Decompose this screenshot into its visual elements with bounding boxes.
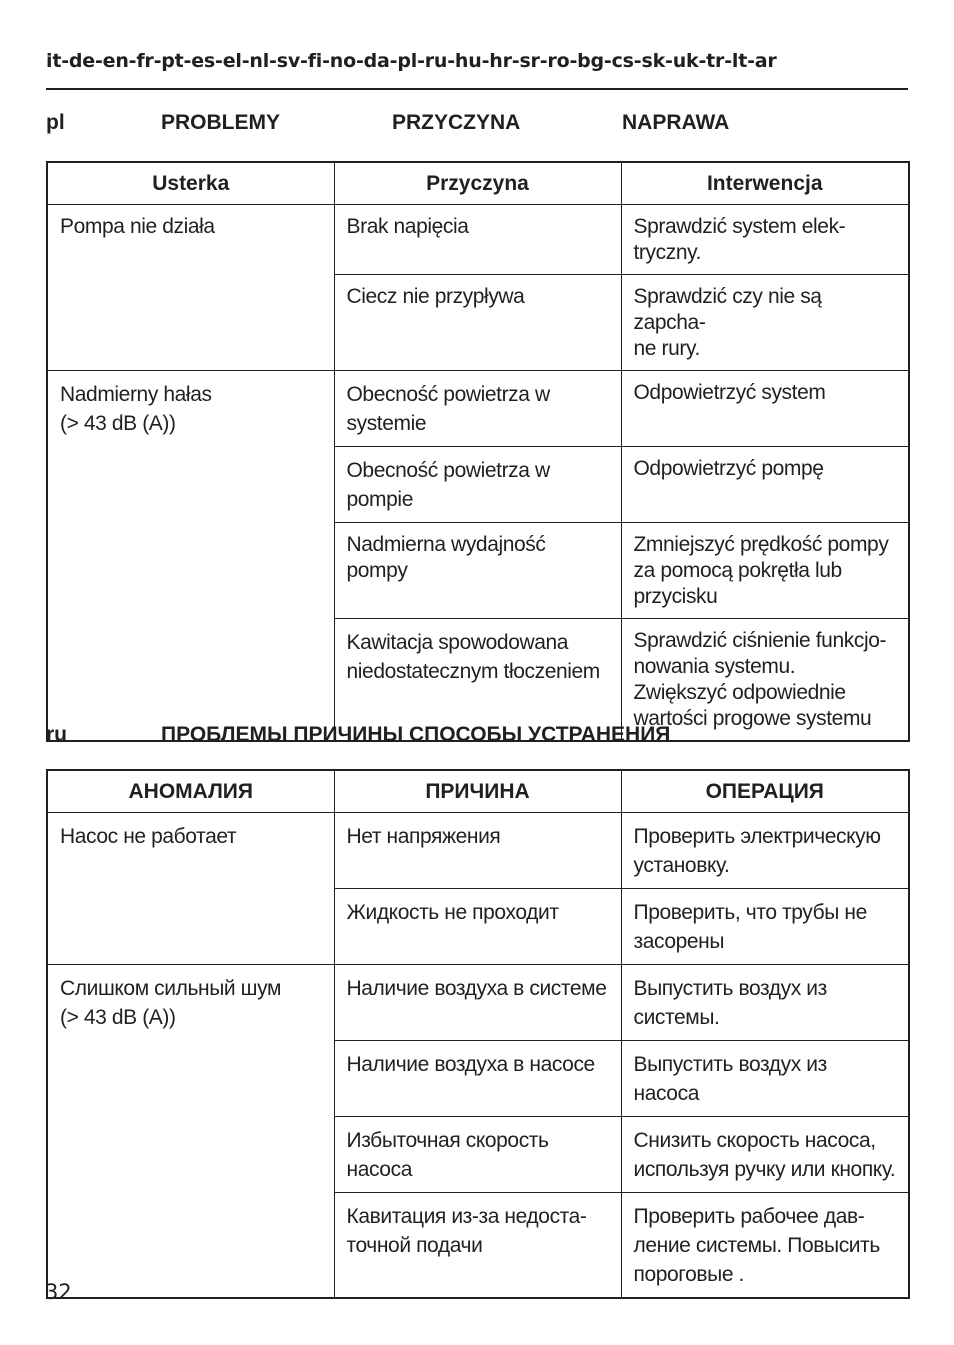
section-title: ПРОБЛЕМЫ ПРИЧИНЫ СПОСОБЫ УСТРАНЕНИЯ xyxy=(161,723,671,746)
page-number: 32 xyxy=(45,1280,72,1304)
remedy-cell: Выпустить воздух из насоса xyxy=(621,1041,909,1117)
table-header-row xyxy=(47,770,909,813)
section-heading-ru xyxy=(46,723,908,751)
table-row xyxy=(47,965,909,1041)
remedy-cell: Проверить, что трубы не засорены xyxy=(621,889,909,965)
section-lang-code: pl xyxy=(46,111,65,134)
column-header-fault: АНОМАЛИЯ xyxy=(47,770,334,813)
table-header-row xyxy=(47,162,909,205)
cause-cell: Nadmierna wydajność pompy xyxy=(334,523,621,619)
heading-problems: PROBLEMY xyxy=(161,111,281,134)
column-header-cause: ПРИЧИНА xyxy=(334,770,621,813)
column-header-remedy: Interwencja xyxy=(621,162,909,205)
heading-remedy: NAPRAWA xyxy=(622,111,730,134)
troubleshooting-table-pl xyxy=(46,161,910,742)
table-row xyxy=(47,371,909,447)
remedy-cell: Sprawdzić ciśnienie funkcjo- nowania systemu. Zwiększyć odpowiednie wartości progowe systemu xyxy=(621,619,909,742)
troubleshooting-table-ru xyxy=(46,769,910,1299)
fault-cell: Насос не работает xyxy=(47,813,334,965)
header-divider xyxy=(46,88,908,90)
cause-cell: Избыточная скорость насоса xyxy=(334,1117,621,1193)
cause-cell: Нет напряжения xyxy=(334,813,621,889)
remedy-cell: Снизить скорость насоса, используя ручку или кнопку. xyxy=(621,1117,909,1193)
section-heading-pl xyxy=(46,111,908,139)
remedy-cell: Проверить рабочее дав- ление системы. Повысить пороговые . xyxy=(621,1193,909,1299)
cause-cell: Наличие воздуха в насосе xyxy=(334,1041,621,1117)
remedy-cell: Zmniejszyć prędkość pompy za pomocą pokrętła lub przycisku xyxy=(621,523,909,619)
heading-cause: PRZYCZYNA xyxy=(392,111,521,134)
cause-cell: Ciecz nie przypływa xyxy=(334,275,621,371)
remedy-cell: Sprawdzić system elek- tryczny. xyxy=(621,205,909,275)
fault-cell: Pompa nie działa xyxy=(47,205,334,371)
remedy-cell: Выпустить воздух из системы. xyxy=(621,965,909,1041)
section-lang-code: ru xyxy=(46,723,67,746)
column-header-fault: Usterka xyxy=(47,162,334,205)
cause-cell: Obecność powietrza w pompie xyxy=(334,447,621,523)
cause-cell: Жидкость не проходит xyxy=(334,889,621,965)
column-header-remedy: ОПЕРАЦИЯ xyxy=(621,770,909,813)
remedy-cell: Odpowietrzyć system xyxy=(621,371,909,447)
language-codes-header: it-de-en-fr-pt-es-el-nl-sv-fi-no-da-pl-ru-hu-hr-sr-ro-bg-cs-sk-uk-tr-lt-ar xyxy=(46,50,777,72)
remedy-cell: Sprawdzić czy nie są zapcha- ne rury. xyxy=(621,275,909,371)
table-row xyxy=(47,205,909,275)
fault-cell: Nadmierny hałas (> 43 dB (A)) xyxy=(47,371,334,742)
cause-cell: Obecność powietrza w systemie xyxy=(334,371,621,447)
cause-cell: Brak napięcia xyxy=(334,205,621,275)
remedy-cell: Проверить электрическую установку. xyxy=(621,813,909,889)
column-header-cause: Przyczyna xyxy=(334,162,621,205)
table-row xyxy=(47,813,909,889)
cause-cell: Наличие воздуха в системе xyxy=(334,965,621,1041)
fault-cell: Слишком сильный шум (> 43 dB (A)) xyxy=(47,965,334,1299)
remedy-cell: Odpowietrzyć pompę xyxy=(621,447,909,523)
cause-cell: Кавитация из-за недоста- точной подачи xyxy=(334,1193,621,1299)
cause-cell: Kawitacja spowodowana niedostatecznym tłoczeniem xyxy=(334,619,621,742)
